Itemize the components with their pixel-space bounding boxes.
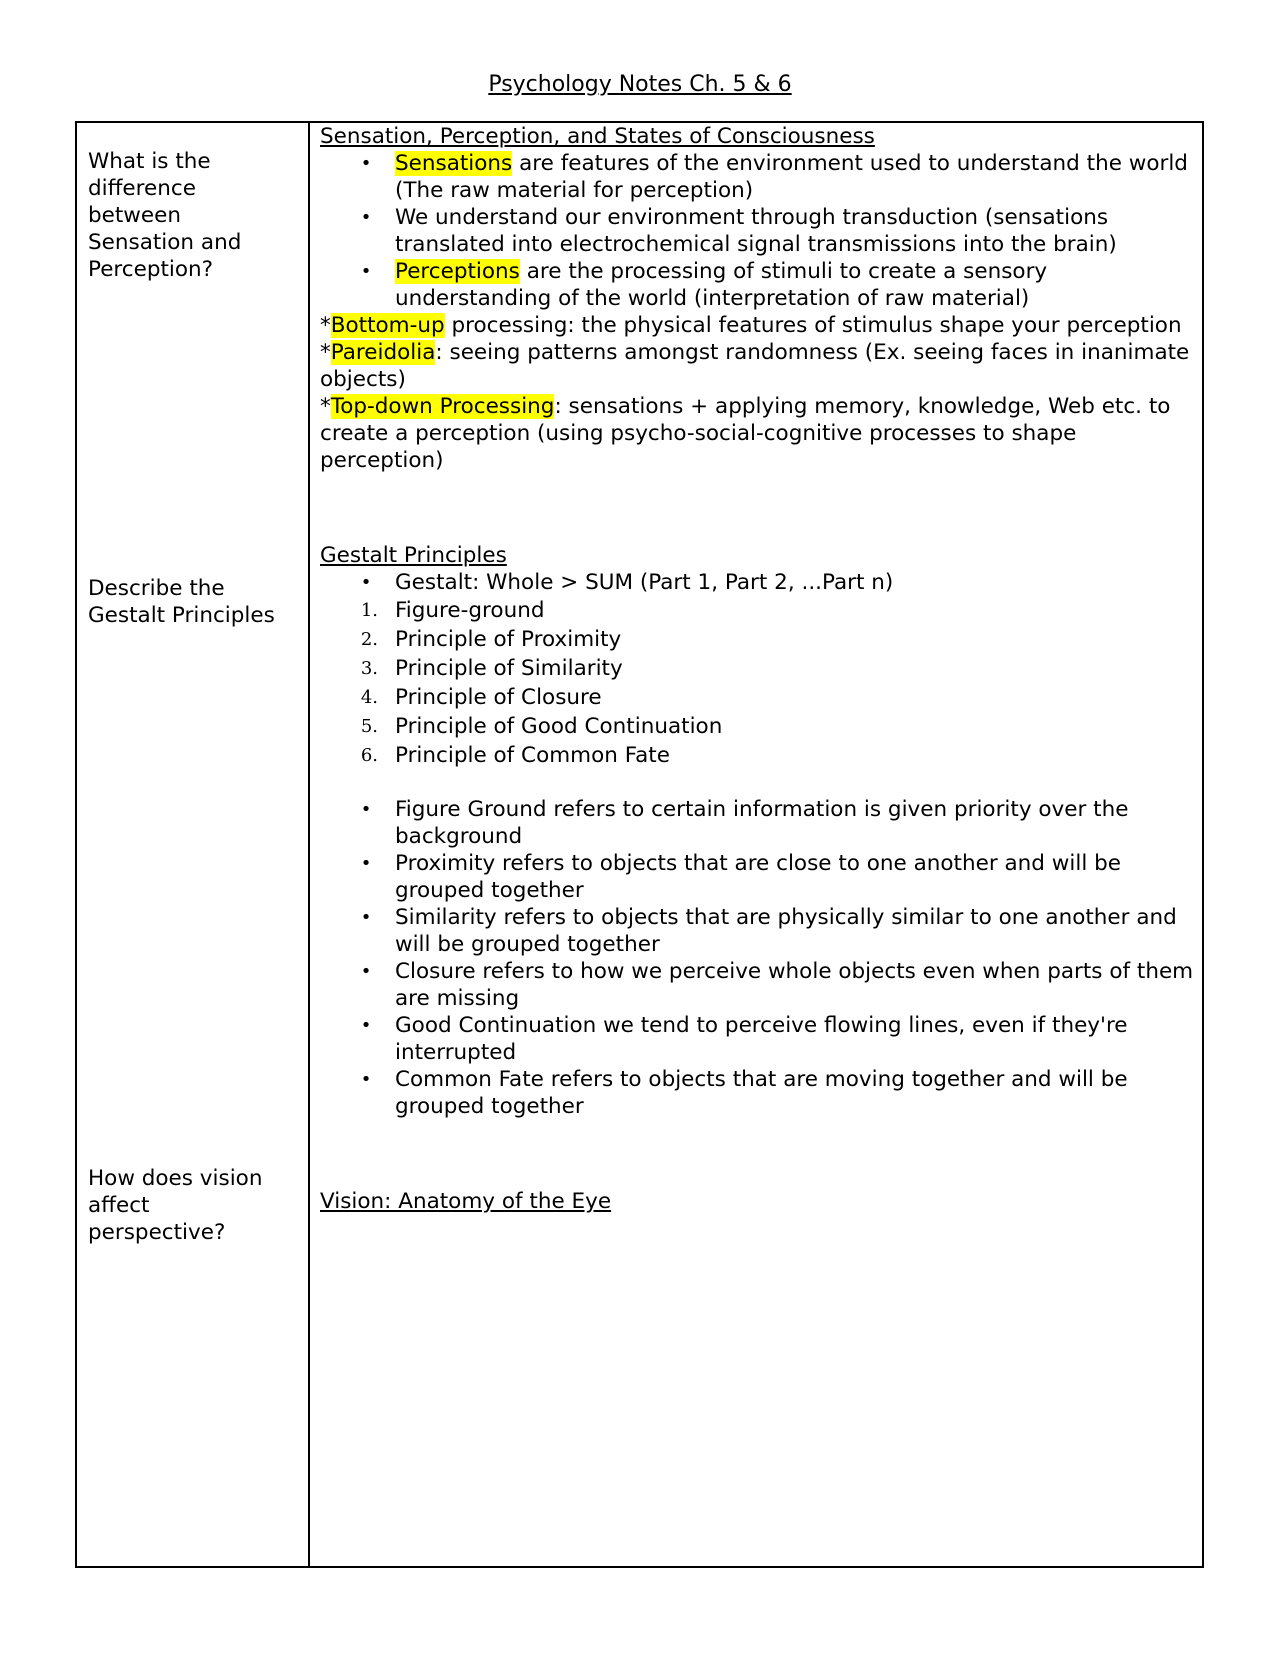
list-item: • Closure refers to how we perceive whole objects even when parts of them are missing (320, 958, 1195, 1012)
note-top-down: *Top-down Processing: sensations + applying memory, knowledge, Web etc. to create a perception (using psycho-social-cognitive processes to shape perception) (320, 394, 1171, 473)
list-item: • Proximity refers to objects that are close to one another and will be grouped together (320, 850, 1195, 904)
list-item: • Sensations are features of the environment used to understand the world (The raw material for perception) (320, 150, 1195, 204)
sensation-bullet-list (320, 150, 1195, 312)
highlighted-term: Bottom-up (330, 313, 445, 338)
bullet-icon: • (360, 853, 372, 874)
bullet-icon: • (360, 799, 372, 820)
bullet-icon: • (360, 907, 372, 928)
list-item: • Common Fate refers to objects that are moving together and will be grouped together (320, 1066, 1195, 1120)
highlighted-term: Perceptions (395, 259, 520, 284)
highlighted-term: Sensations (395, 151, 513, 176)
highlighted-term: Pareidolia (330, 340, 436, 365)
list-item: • Figure Ground refers to certain information is given priority over the background (320, 796, 1195, 850)
section-heading-vision: Vision: Anatomy of the Eye (320, 1189, 612, 1214)
list-item: • Good Continuation we tend to perceive flowing lines, even if they're interrupted (320, 1012, 1195, 1066)
column-divider (308, 123, 310, 1566)
bullet-icon: • (360, 207, 372, 228)
bullet-icon: • (360, 572, 372, 593)
list-item: 5. Principle of Good Continuation (360, 714, 723, 739)
bullet-icon: • (360, 1015, 372, 1036)
note-pareidolia: *Pareidolia: seeing patterns amongst randomness (Ex. seeing faces in inanimate objects) (320, 340, 1190, 392)
list-item: • Perceptions are the processing of stimuli to create a sensory understanding of the world (interpretation of raw material) (320, 258, 1195, 312)
bullet-icon: • (360, 261, 372, 282)
question-vision: How does vision affect perspective? (88, 1166, 263, 1245)
bullet-icon: • (360, 961, 372, 982)
list-item: 3. Principle of Similarity (360, 656, 623, 681)
list-item: • Gestalt: Whole > SUM (Part 1, Part 2, ...Part n) (320, 569, 1195, 596)
question-gestalt: Describe the Gestalt Principles (88, 576, 275, 628)
question-sensation-perception: What is the difference between Sensation and Perception? (88, 149, 242, 282)
section-heading-sensation: Sensation, Perception, and States of Consciousness (320, 124, 875, 149)
gestalt-explanations-list (320, 796, 1195, 1120)
list-item: 2. Principle of Proximity (360, 627, 622, 652)
list-item: 6. Principle of Common Fate (360, 743, 670, 768)
list-item: • Similarity refers to objects that are physically similar to one another and will be grouped together (320, 904, 1195, 958)
note-bottom-up: *Bottom-up processing: the physical features of stimulus shape your perception (320, 313, 1182, 338)
gestalt-principles-list (320, 596, 1195, 770)
page-title: Psychology Notes Ch. 5 & 6 (488, 72, 792, 97)
gestalt-intro-list (320, 569, 1195, 596)
list-item: • We understand our environment through transduction (sensations translated into electrochemical signal transmissions into the brain) (320, 204, 1195, 258)
section-heading-gestalt: Gestalt Principles (320, 543, 507, 568)
highlighted-term: Top-down Processing (330, 394, 555, 419)
notes-table (75, 121, 1204, 1568)
notes-content (320, 123, 1195, 1215)
list-item: 4. Principle of Closure (360, 685, 602, 710)
bullet-icon: • (360, 1069, 372, 1090)
list-item: 1. Figure-ground (360, 598, 545, 623)
bullet-icon: • (360, 153, 372, 174)
